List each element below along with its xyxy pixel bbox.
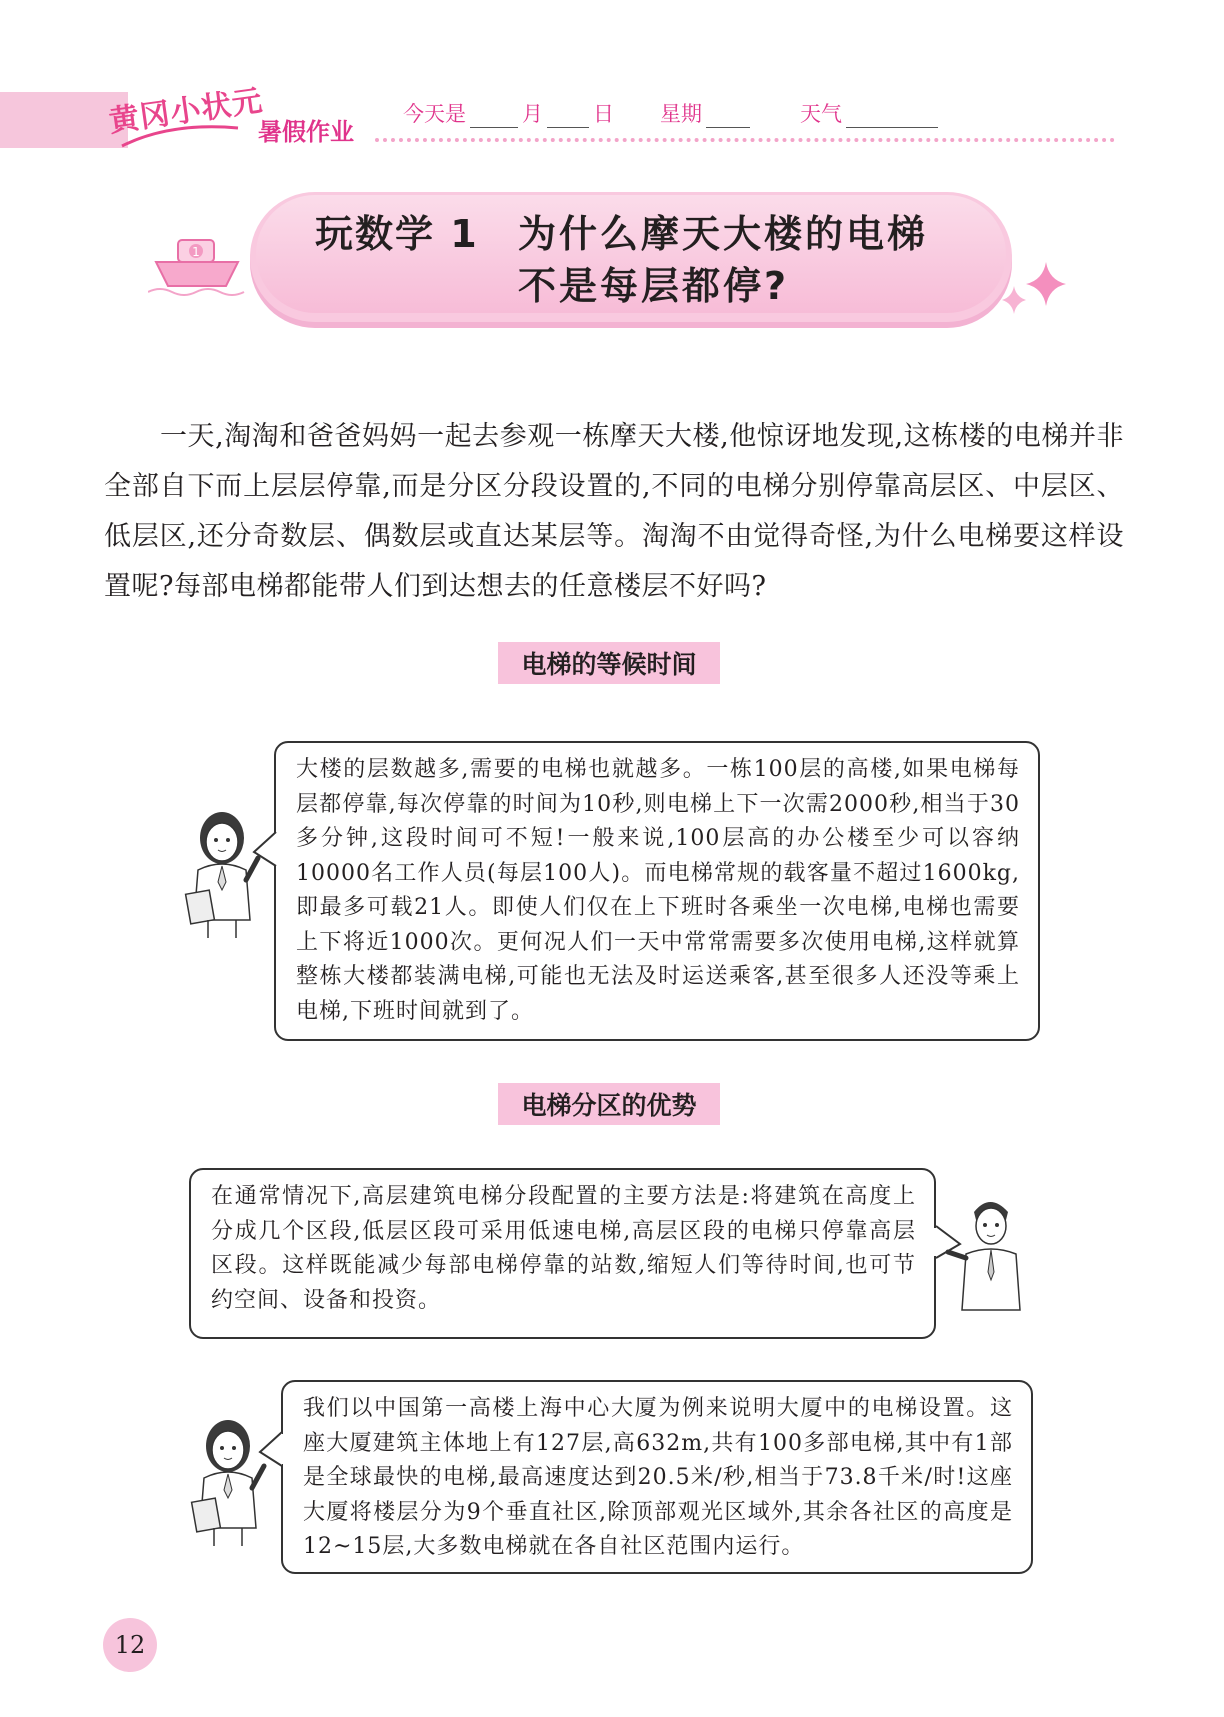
- day-blank: [547, 105, 589, 128]
- date-weather-label: 天气: [800, 102, 842, 126]
- sparkle-icon: [1000, 262, 1070, 320]
- title-line-2: 不是每层都停?: [518, 264, 790, 308]
- title-number: 玩数学 1: [315, 212, 479, 256]
- speech-bubble-waiting-time: 大楼的层数越多,需要的电梯也就越多。一栋100层的高楼,如果电梯每层都停靠,每次停靠的时间为10秒,则电梯上下一次需2000秒,相当于30多分钟,这段时间可不短!一般来说,100层高的办公楼至少可以容纳10000名工作人员(每层100人)。而电梯常规的载客量不超过1600kg,即最多可载21人。即使人们仅在上下班时各乘坐一次电梯,电梯也需要上下将近1000次。更何况人们一天中常常需要多次使用电梯,这样就算整栋大楼都装满电梯,可能也无法及时运送乘客,甚至很多人还没等乘上电梯,下班时间就到了。: [274, 741, 1040, 1041]
- date-day-label: 日: [593, 102, 614, 126]
- svg-text:1: 1: [192, 245, 200, 259]
- header-subtitle: 暑假作业: [258, 118, 354, 146]
- bubble-tail: [258, 1430, 284, 1470]
- section-heading-zoning-advantage: 电梯分区的优势: [498, 1083, 720, 1125]
- date-line: [403, 98, 942, 128]
- header-dotted-divider: [375, 138, 1115, 142]
- intro-paragraph: 一天,淘淘和爸爸妈妈一起去参观一栋摩天大楼,他惊讶地发现,这栋楼的电梯并非全部自下而上层层停靠,而是分区分段设置的,不同的电梯分别停靠高层区、中层区、低层区,还分奇数层、偶数层或直达某层等。淘淘不由觉得奇怪,为什么电梯要这样设置呢?每部电梯都能带人们到达想去的任意楼层不好吗?: [104, 421, 1124, 602]
- date-today-label: 今天是: [403, 102, 466, 126]
- page-number: 12: [103, 1618, 157, 1672]
- weather-blank: [846, 105, 938, 128]
- logo: 黄冈小状元: [106, 83, 266, 140]
- weekday-blank: [706, 105, 750, 128]
- bubble-tail: [252, 830, 278, 870]
- speech-bubble-shanghai-tower: 我们以中国第一高楼上海中心大厦为例来说明大厦中的电梯设置。这座大厦建筑主体地上有127层,高632m,共有100多部电梯,其中有1部是全球最快的电梯,最高速度达到20.5米/秒,相当于73.8千米/时!这座大厦将楼层分为9个垂直社区,除顶部观光区域外,其余各社区的高度是12~15层,大多数电梯就在各自社区范围内运行。: [281, 1380, 1033, 1574]
- ship-icon: [148, 222, 246, 296]
- teacher-male-icon: [940, 1192, 1040, 1312]
- section-heading-waiting-time: 电梯的等候时间: [498, 642, 720, 684]
- speech-bubble-zoning-method: 在通常情况下,高层建筑电梯分段配置的主要方法是:将建筑在高度上分成几个区段,低层区段可采用低速电梯,高层区段的电梯只停靠高层区段。这样既能减少每部电梯停靠的站数,缩短人们等待时间,也可节约空间、设备和投资。: [189, 1168, 936, 1339]
- date-weekday-label: 星期: [660, 102, 702, 126]
- title-line-1: 为什么摩天大楼的电梯: [518, 212, 929, 256]
- month-blank: [470, 105, 518, 128]
- date-month-label: 月: [522, 102, 543, 126]
- logo-swoosh-icon: [120, 120, 240, 150]
